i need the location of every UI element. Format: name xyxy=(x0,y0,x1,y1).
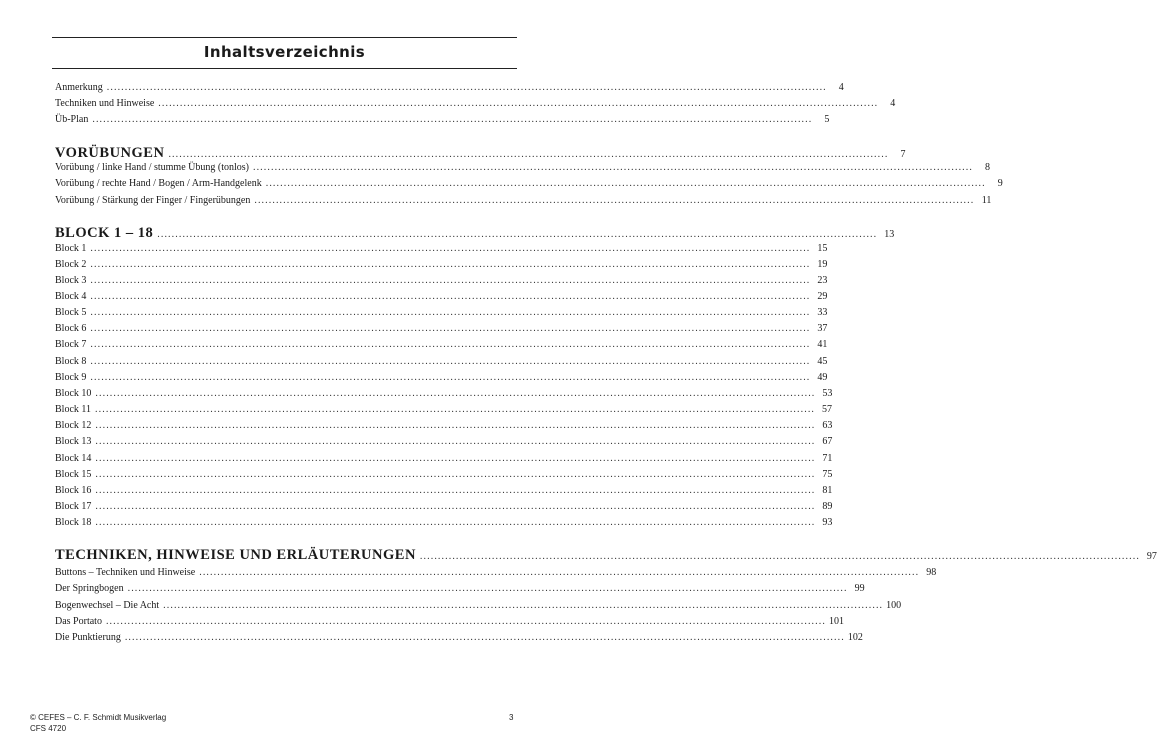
dot-leader: ........................................................................................................................................................................................................ xyxy=(90,243,811,254)
dot-leader: ........................................................................................................................................................................................................ xyxy=(95,469,816,480)
toc-entry xyxy=(55,177,1003,191)
toc-entry-page: 4 xyxy=(890,98,896,109)
dot-leader: ........................................................................................................................................................................................................ xyxy=(95,517,816,528)
toc-entry xyxy=(55,371,828,385)
toc-entry-page: 5 xyxy=(824,114,830,125)
toc-entry-label: Block 17 xyxy=(55,501,92,512)
toc-entry-page: 71 xyxy=(822,453,833,464)
toc-entry xyxy=(55,403,833,417)
toc-entry-label: BLOCK 1 – 18 xyxy=(55,225,154,241)
dot-leader: ........................................................................................................................................................................................................ xyxy=(158,98,879,109)
footer-catalog-code: CFS 4720 xyxy=(30,724,67,733)
toc-entry-label: Vorübung / rechte Hand / Bogen / Arm-Handgelenk xyxy=(55,178,262,189)
toc-entry xyxy=(55,242,828,256)
toc-entry xyxy=(55,194,992,208)
dot-leader: ........................................................................................................................................................................................................ xyxy=(254,195,975,206)
dot-leader: ........................................................................................................................................................................................................ xyxy=(95,453,816,464)
dot-leader: ........................................................................................................................................................................................................ xyxy=(95,501,816,512)
toc-entry xyxy=(55,161,990,175)
page-title: Inhaltsverzeichnis xyxy=(203,43,366,61)
toc-entry-label: TECHNIKEN, HINWEISE UND ERLÄUTERUNGEN xyxy=(55,547,416,563)
dot-leader: ........................................................................................................................................................................................................ xyxy=(95,485,816,496)
dot-leader: ........................................................................................................................................................................................................ xyxy=(199,567,920,578)
dot-leader: ........................................................................................................................................................................................................ xyxy=(252,162,973,173)
footer-publisher: © CEFES – C. F. Schmidt Musikverlag xyxy=(30,713,167,722)
toc-entry-page: 98 xyxy=(926,567,937,578)
dot-leader: ........................................................................................................................................................................................................ xyxy=(90,307,811,318)
toc-section-heading xyxy=(55,546,1157,566)
toc-entry-page: 8 xyxy=(984,162,990,173)
toc-entry-page: 37 xyxy=(817,323,828,334)
toc-entry-label: Block 3 xyxy=(55,275,87,286)
dot-leader: ........................................................................................................................................................................................................ xyxy=(90,372,811,383)
toc-entry-label: Das Portato xyxy=(55,616,102,627)
toc-entry xyxy=(55,97,896,111)
toc-entry-page: 99 xyxy=(854,583,865,594)
toc-entry xyxy=(55,566,937,580)
dot-leader: ........................................................................................................................................................................................................ xyxy=(163,600,884,611)
toc-entry-label: Block 2 xyxy=(55,259,87,270)
toc-entry-page: 41 xyxy=(817,339,828,350)
toc-entry-label: Techniken und Hinweise xyxy=(55,98,155,109)
toc-entry xyxy=(55,516,833,530)
dot-leader: ........................................................................................................................................................................................................ xyxy=(95,420,816,431)
toc-entry-page: 67 xyxy=(822,436,833,447)
toc-entry-label: Anmerkung xyxy=(55,82,103,93)
toc-entry-label: Üb-Plan xyxy=(55,114,89,125)
toc-entry-label: Block 5 xyxy=(55,307,87,318)
toc-entry-page: 100 xyxy=(886,600,902,611)
dot-leader: ........................................................................................................................................................................................................ xyxy=(157,229,878,240)
toc-entry xyxy=(55,258,828,272)
toc-entry-label: Vorübung / Stärkung der Finger / Fingerübungen xyxy=(55,195,251,206)
dot-leader: ........................................................................................................................................................................................................ xyxy=(168,149,889,160)
dot-leader: ........................................................................................................................................................................................................ xyxy=(124,632,845,643)
toc-entry xyxy=(55,484,833,498)
toc-entry xyxy=(55,419,833,433)
toc-entry-page: 57 xyxy=(822,404,833,415)
toc-entry-page: 45 xyxy=(817,356,828,367)
toc-entry-page: 63 xyxy=(822,420,833,431)
toc-entry-page: 81 xyxy=(822,485,833,496)
page-number: 3 xyxy=(509,713,514,722)
toc-entry xyxy=(55,582,865,596)
toc-entry xyxy=(55,631,863,645)
toc-entry-label: Der Springbogen xyxy=(55,583,124,594)
dot-leader: ........................................................................................................................................................................................................ xyxy=(90,275,811,286)
toc-entry-page: 101 xyxy=(828,616,844,627)
toc-entry-page: 93 xyxy=(822,517,833,528)
toc-entry-label: Buttons – Techniken und Hinweise xyxy=(55,567,196,578)
toc-entry xyxy=(55,452,833,466)
dot-leader: ........................................................................................................................................................................................................ xyxy=(419,551,1140,562)
toc-entry xyxy=(55,81,844,95)
dot-leader: ........................................................................................................................................................................................................ xyxy=(90,259,811,270)
toc-entry xyxy=(55,274,828,288)
toc-entry xyxy=(55,290,828,304)
toc-entry-label: Block 14 xyxy=(55,453,92,464)
dot-leader: ........................................................................................................................................................................................................ xyxy=(106,82,827,93)
toc-entry-label: Block 8 xyxy=(55,356,87,367)
toc-entry xyxy=(55,355,828,369)
toc-entry-page: 53 xyxy=(822,388,833,399)
toc-entry-page: 4 xyxy=(838,82,844,93)
toc-entry-page: 29 xyxy=(817,291,828,302)
dot-leader: ........................................................................................................................................................................................................ xyxy=(105,616,826,627)
toc-entry xyxy=(55,615,844,629)
toc-entry-label: Block 10 xyxy=(55,388,92,399)
toc-entry-label: Die Punktierung xyxy=(55,632,121,643)
toc-entry-label: Block 16 xyxy=(55,485,92,496)
toc-entry-page: 15 xyxy=(817,243,828,254)
toc-entry-page: 11 xyxy=(981,195,992,206)
toc-entry-page: 13 xyxy=(884,229,895,240)
toc-entry-label: Block 7 xyxy=(55,339,87,350)
toc-entry-page: 75 xyxy=(822,469,833,480)
toc-entry-page: 97 xyxy=(1146,551,1157,562)
dot-leader: ........................................................................................................................................................................................................ xyxy=(127,583,848,594)
toc-entry-label: Block 6 xyxy=(55,323,87,334)
toc-entry-label: Block 4 xyxy=(55,291,87,302)
dot-leader: ........................................................................................................................................................................................................ xyxy=(95,404,816,415)
dot-leader: ........................................................................................................................................................................................................ xyxy=(92,114,813,125)
toc-entry xyxy=(55,387,833,401)
toc-entry-label: Block 12 xyxy=(55,420,92,431)
toc-entry-label: Vorübung / linke Hand / stumme Übung (tonlos) xyxy=(55,162,249,173)
toc-entry-page: 23 xyxy=(817,275,828,286)
toc-entry-page: 7 xyxy=(900,149,906,160)
toc-entry-page: 33 xyxy=(817,307,828,318)
toc-entry-page: 9 xyxy=(997,178,1003,189)
toc-entry-page: 102 xyxy=(847,632,863,643)
toc-entry-label: Block 9 xyxy=(55,372,87,383)
toc-entry xyxy=(55,113,830,127)
toc-entry-label: Block 11 xyxy=(55,404,92,415)
dot-leader: ........................................................................................................................................................................................................ xyxy=(90,291,811,302)
toc-entry-label: Block 15 xyxy=(55,469,92,480)
toc-entry xyxy=(55,306,828,320)
toc-entry xyxy=(55,322,828,336)
toc-entry-label: Block 1 xyxy=(55,243,87,254)
toc-entry-label: Block 13 xyxy=(55,436,92,447)
toc-entry xyxy=(55,468,833,482)
toc-entry-page: 89 xyxy=(822,501,833,512)
dot-leader: ........................................................................................................................................................................................................ xyxy=(90,323,811,334)
toc-entry-label: Block 18 xyxy=(55,517,92,528)
toc-section-heading xyxy=(55,224,895,244)
toc-entry-page: 19 xyxy=(817,259,828,270)
dot-leader: ........................................................................................................................................................................................................ xyxy=(90,356,811,367)
dot-leader: ........................................................................................................................................................................................................ xyxy=(90,339,811,350)
toc-entry-label: VORÜBUNGEN xyxy=(55,145,165,161)
toc-entry xyxy=(55,599,902,613)
toc-entry xyxy=(55,500,833,514)
dot-leader: ........................................................................................................................................................................................................ xyxy=(95,388,816,399)
toc-entry-page: 49 xyxy=(817,372,828,383)
dot-leader: ........................................................................................................................................................................................................ xyxy=(95,436,816,447)
toc-entry-label: Bogenwechsel – Die Acht xyxy=(55,600,160,611)
dot-leader: ........................................................................................................................................................................................................ xyxy=(265,178,986,189)
toc-entry xyxy=(55,338,828,352)
toc-entry xyxy=(55,435,833,449)
